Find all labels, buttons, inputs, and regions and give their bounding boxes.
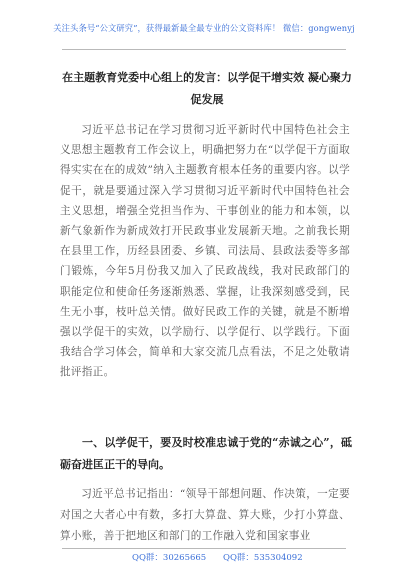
body-paragraph-1 — [60, 120, 350, 383]
document-title: 在主题教育党委中心组上的发言：以学促干增实效 凝心聚力促发展 — [62, 71, 352, 106]
page-footer — [0, 548, 408, 562]
body-paragraph-2 — [60, 484, 350, 547]
footer-qq-group-1[interactable]: QQ群：30265665 — [132, 553, 207, 563]
footer-divider — [62, 548, 346, 549]
header-banner[interactable]: 关注头条号“公文研究”，获得最新最全最专业的公文资料库！ 微信：gongwenyj — [53, 23, 355, 33]
paragraph-1-text: 习近平总书记在学习贯彻习近平新时代中国特色社会主义思想主题教育工作会议上，明确把努力在“以学促干方面取得实实在在的成效”纳入主题教育根本任务的重要内容。以学促干，就是要通过深入学习贯彻习近平新时代中国特色社会主义思想，增强全党担当作为、干事创业的能力和本领，以新气象新作为新成效打开民政事业发展新天地。之前我长期在县里工作，历经县团委、乡镇、司法局、县政法委等多部门锻炼，今年5月份我又加入了民政战线，我对民政部门的职能定位和使命任务逐渐熟悉、掌握，让我深刻感受到，民生无小事，枝叶总关情。做好民政工作的关键，就是不断增强以学促干的实效，以学励行、以学促行、以学践行。下面我结合学习体会，简单和大家交流几点看法，不足之处敬请批评指正。 — [60, 124, 350, 379]
paragraph-2-text: 习近平总书记指出：“领导干部想问题、作决策，一定要对国之大者心中有数，多打大算盘、算大账，少打小算盘、算小账，善于把地区和部门的工作融入党和国家事业 — [60, 488, 350, 542]
footer-qq-group-2[interactable]: QQ群：535304092 — [223, 553, 303, 563]
header-divider — [62, 49, 346, 50]
section-heading-1: 一、以学促干，要及时校准忠诚于党的“赤诚之心”，砥砺奋进匡正干的导向。 — [60, 436, 352, 471]
